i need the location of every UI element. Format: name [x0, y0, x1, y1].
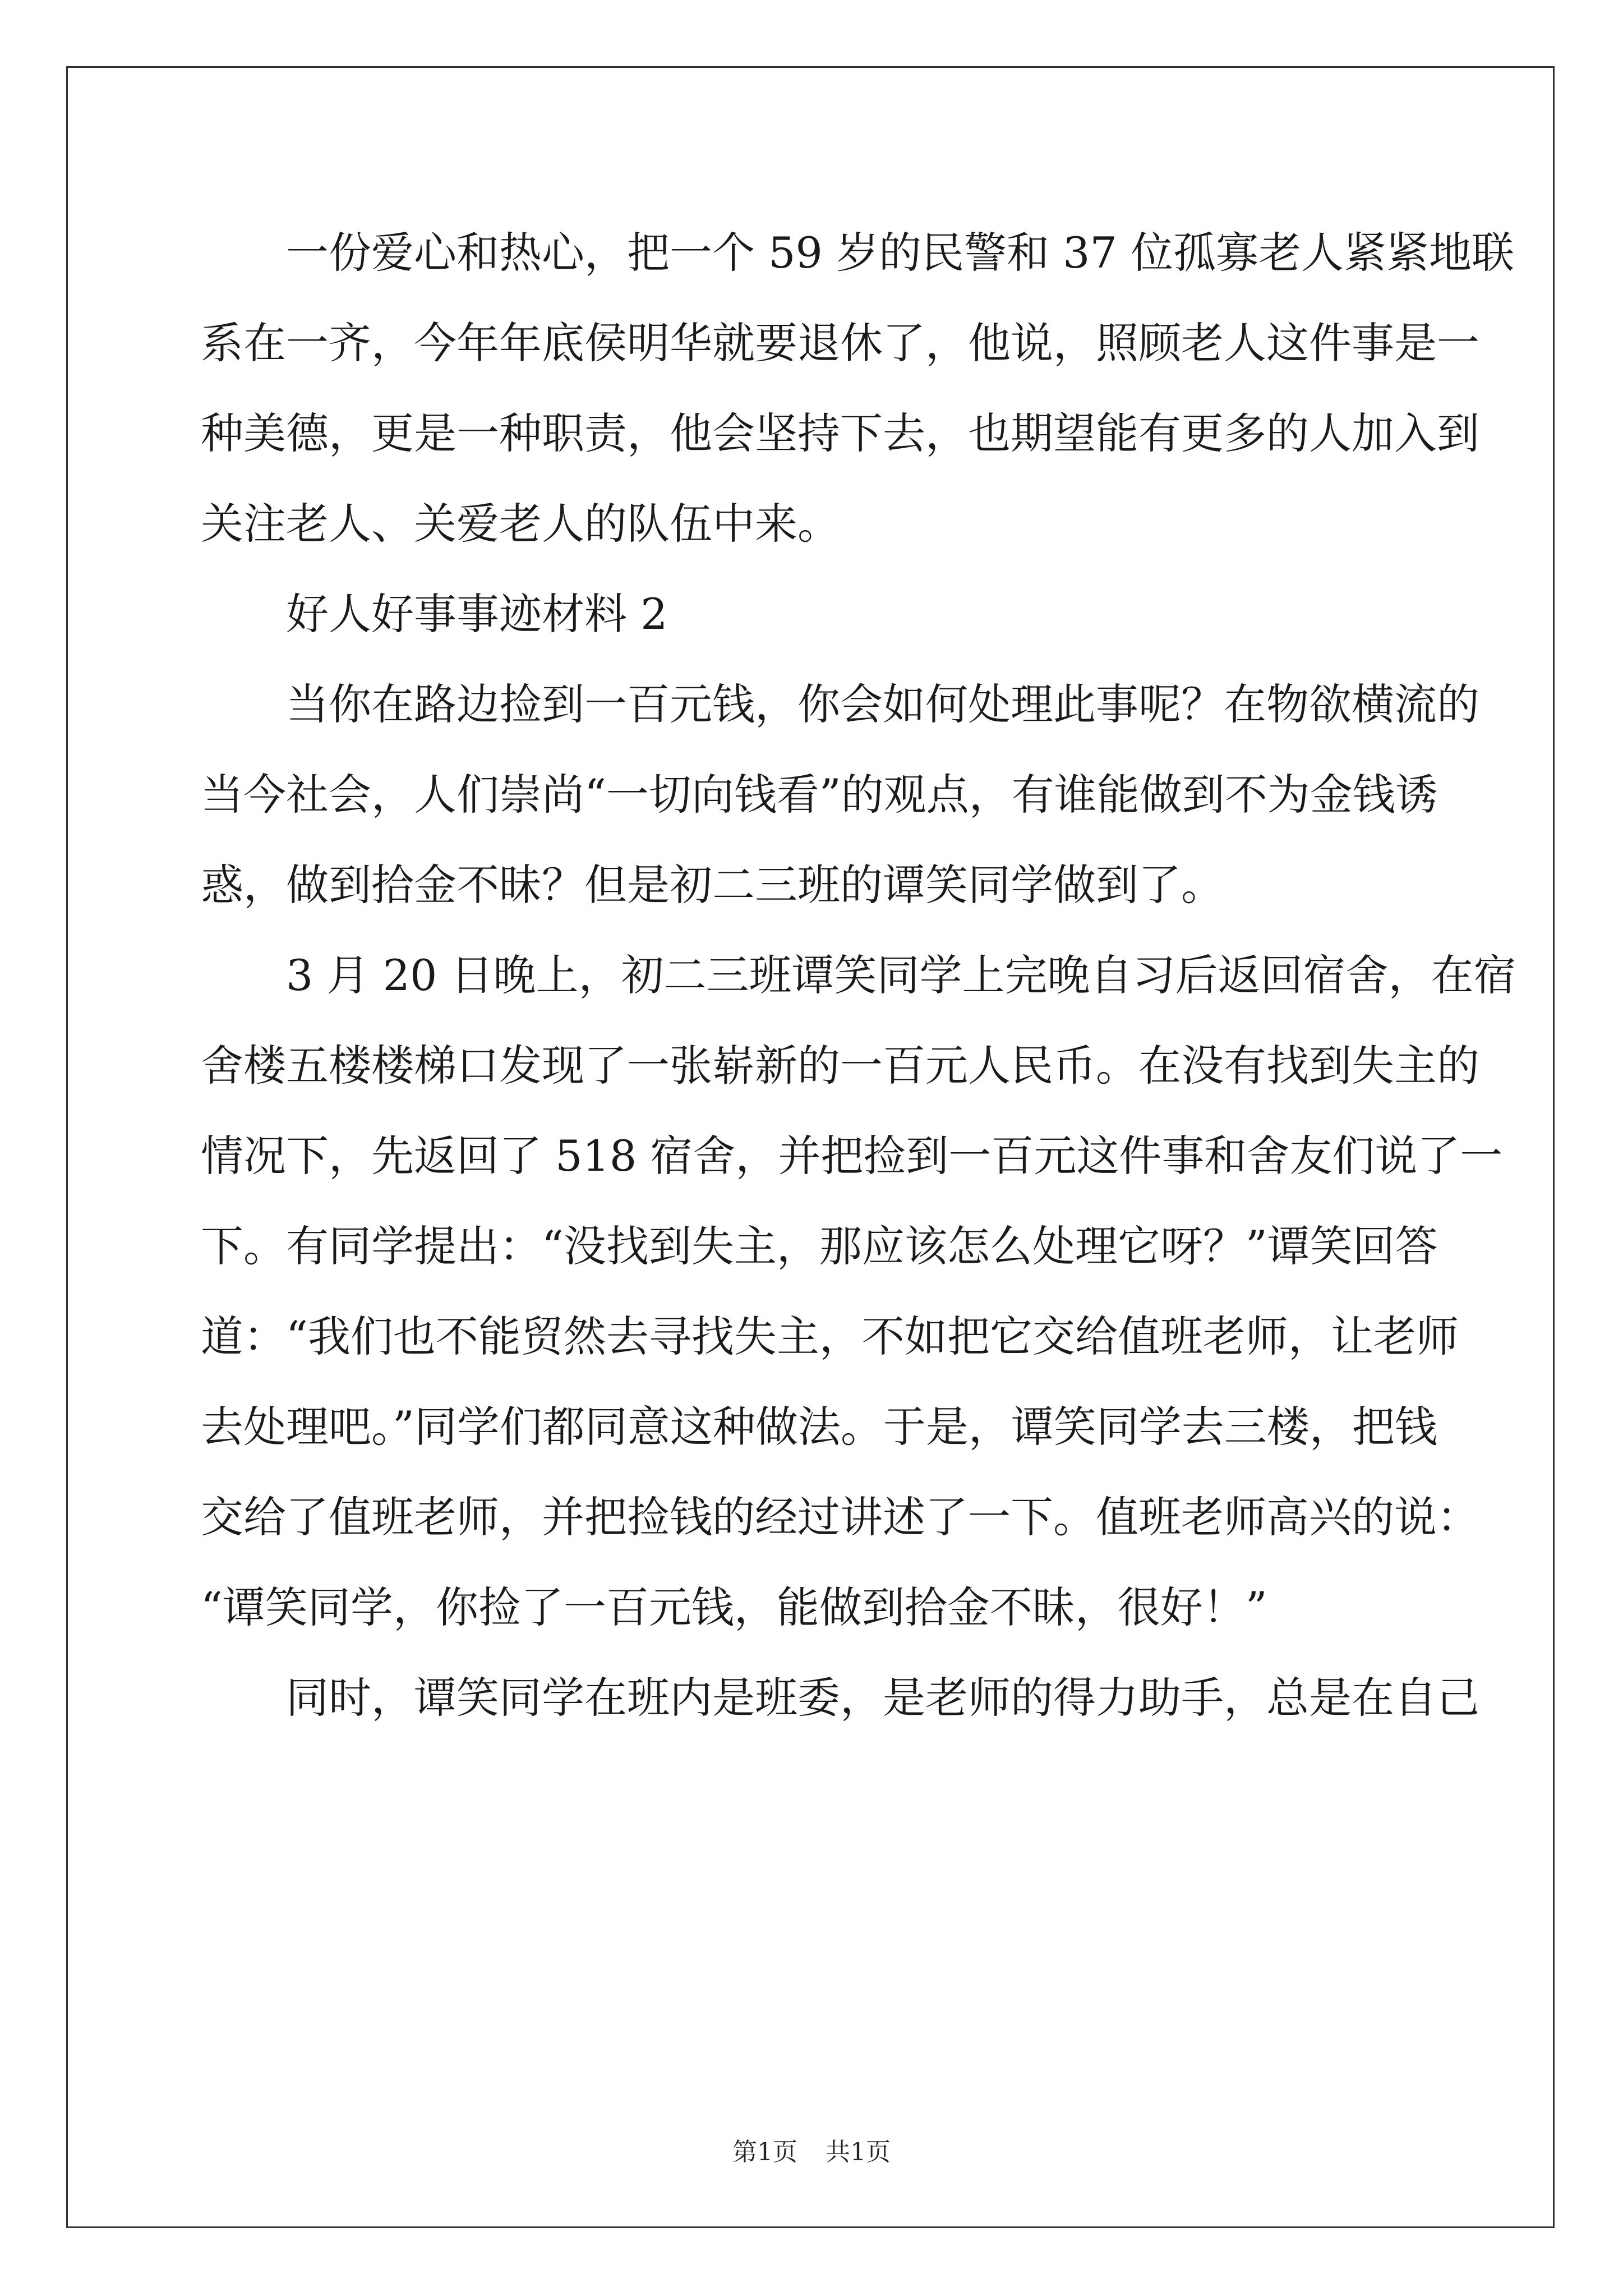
section-heading: [201, 569, 1422, 659]
page-total: 共1页: [826, 2138, 891, 2166]
text-line: 3 月 20 日晚上，初二三班谭笑同学上完晚自习后返回宿舍，在宿: [286, 950, 1516, 1000]
document-body: [201, 208, 1516, 1743]
page-footer: [0, 2132, 1623, 2168]
heading-text: 好人好事事迹材料 2: [286, 589, 668, 639]
paragraph-1: [201, 208, 1515, 569]
text-line: 关注老人、关爱老人的队伍中来。: [201, 499, 840, 549]
text-line: 道：“我们也不能贸然去寻找失主，不如把它交给值班老师，让老师: [201, 1312, 1459, 1361]
paragraph-2: [201, 659, 1479, 930]
text-line: 情况下，先返回了 518 宿舍，并把捡到一百元这件事和舍友们说了一: [201, 1131, 1503, 1181]
paragraph-4: [201, 1653, 1479, 1743]
text-line: 惑，做到拾金不昧？但是初二三班的谭笑同学做到了。: [201, 860, 1224, 910]
text-line: 当你在路边捡到一百元钱，你会如何处理此事呢？在物欲横流的: [286, 679, 1479, 729]
text-line: 去处理吧。”同学们都同意这种做法。于是，谭笑同学去三楼，把钱: [201, 1402, 1437, 1452]
paragraph-3: [201, 930, 1516, 1653]
text-line: 交给了值班老师，并把捡钱的经过讲述了一下。值班老师高兴的说：: [201, 1492, 1479, 1542]
text-line: “谭笑同学，你捡了一百元钱，能做到拾金不昧，很好！”: [201, 1582, 1267, 1632]
page-number: 第1页: [732, 2138, 797, 2166]
text-line: 当今社会，人们崇尚“一切向钱看”的观点，有谁能做到不为金钱诱: [201, 770, 1438, 820]
text-line: 系在一齐，今年年底侯明华就要退休了，他说，照顾老人这件事是一: [201, 318, 1479, 368]
text-line: 一份爱心和热心，把一个 59 岁的民警和 37 位孤寡老人紧紧地联: [286, 228, 1515, 278]
text-line: 种美德，更是一种职责，他会坚持下去，也期望能有更多的人加入到: [201, 408, 1479, 458]
text-line: 下。有同学提出：“没找到失主，那应该怎么处理它呀？”谭笑回答: [201, 1221, 1438, 1271]
text-line: 舍楼五楼楼梯口发现了一张崭新的一百元人民币。在没有找到失主的: [201, 1041, 1479, 1091]
text-line: 同时，谭笑同学在班内是班委，是老师的得力助手，总是在自己: [286, 1673, 1479, 1723]
